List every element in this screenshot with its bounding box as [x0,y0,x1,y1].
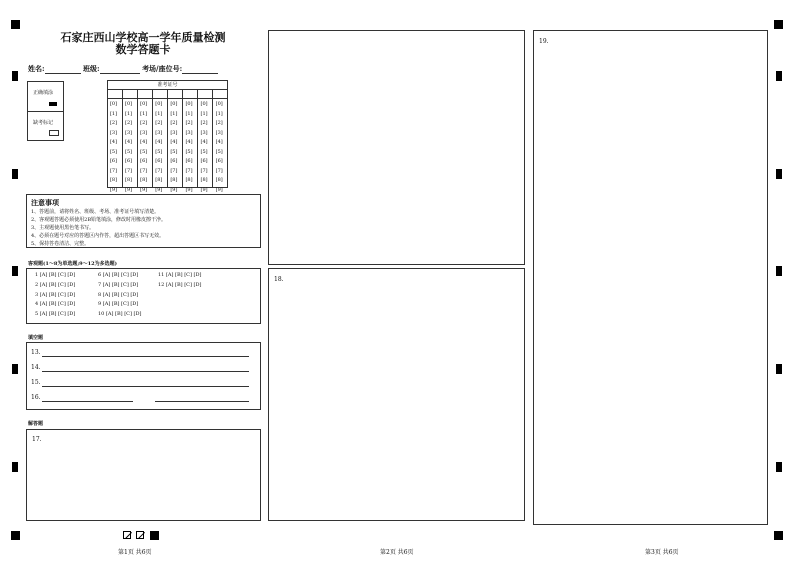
exam-id-bubble[interactable]: [9] [155,186,163,193]
exam-id-bubble[interactable]: [5] [215,148,223,155]
bottom-mark [150,531,159,540]
student-info-line [28,64,218,74]
exam-id-bubble[interactable]: [1] [140,110,148,117]
exam-id-bubble[interactable]: [8] [155,177,163,183]
exam-id-bubble[interactable]: [2] [215,120,223,126]
q14-label: 14. [31,364,41,371]
note-item: 5、保持答卷清洁、完整。 [31,241,90,247]
q19-label: 19. [539,38,549,45]
exam-id-bubble[interactable]: [3] [170,129,178,136]
exam-id-bubble[interactable]: [1] [109,110,118,117]
exam-id-bubble[interactable]: [5] [170,148,178,155]
sheet-title: 数学答题卡 [115,43,171,56]
choice-question[interactable]: 9 [A] [B] [C] [D] [98,301,139,308]
exam-id-bubble[interactable]: [6] [125,158,133,164]
q16-answer-line-b[interactable] [155,401,249,402]
exam-id-bubble[interactable]: [5] [200,148,208,155]
room-field[interactable] [182,73,218,74]
exam-id-bubble[interactable]: [6] [185,158,193,164]
exam-id-bubble[interactable]: [0] [170,101,178,107]
timing-mark [12,364,18,374]
exam-id-bubble[interactable]: [7] [215,167,223,174]
exam-id-bubble[interactable]: [0] [185,101,193,107]
answer-label: 解答题 [28,421,44,427]
q16-answer-line-a[interactable] [42,401,133,402]
exam-id-bubble[interactable]: [7] [170,167,178,174]
exam-id-bubble[interactable]: [3] [125,129,133,136]
exam-id-bubble[interactable]: [2] [125,120,133,126]
exam-id-bubble[interactable]: [2] [185,120,193,126]
choice-question[interactable]: 1 [A] [B] [C] [D] [35,272,76,278]
exam-id-bubble[interactable]: [4] [140,139,148,145]
exam-id-bubble[interactable]: [7] [125,167,133,174]
exam-id-bubble[interactable]: [9] [185,186,193,193]
exam-id-bubble[interactable]: [9] [170,186,178,193]
exam-id-bubble[interactable]: [1] [215,110,223,117]
q16-label: 16. [31,394,41,401]
check-mark-icon [123,531,131,539]
absent-label: 缺考标记 [33,120,54,126]
exam-id-column [168,100,179,195]
fill-in-box [26,342,261,410]
choice-question[interactable]: 7 [A] [B] [C] [D] [98,281,139,288]
page3-footer: 第3页 共6页 [645,549,679,556]
exam-id-bubble[interactable]: [3] [109,129,118,136]
note-item: 4、必须在题号对应的答题区内作答，超出答题区书写无效。 [31,233,165,239]
exam-id-bubble[interactable]: [8] [200,177,208,183]
fill-sample-box [27,81,64,141]
exam-id-bubble[interactable]: [3] [200,129,208,136]
exam-id-bubble[interactable]: [9] [125,186,133,193]
timing-mark [12,266,18,276]
exam-id-column [108,100,119,195]
exam-id-bubble[interactable]: [4] [170,139,178,145]
exam-id-bubble[interactable]: [7] [155,167,163,174]
exam-id-bubble[interactable]: [6] [170,158,178,164]
timing-mark [776,71,782,81]
name-label: 姓名: [28,64,45,73]
exam-id-bubble[interactable]: [8] [125,177,133,183]
timing-mark [776,462,782,472]
q18-answer-box[interactable] [268,268,525,521]
notes-box [26,194,261,248]
page2-upper-box[interactable] [268,30,525,265]
exam-id-bubble[interactable]: [9] [215,186,223,193]
exam-id-bubble[interactable]: [5] [109,148,118,155]
choice-question[interactable]: 4 [A] [B] [C] [D] [35,301,76,308]
exam-id-bubble[interactable]: [3] [155,129,163,136]
class-label: 班级: [83,64,100,73]
choice-question[interactable]: 11 [A] [B] [C] [D] [158,272,202,278]
exam-id-bubble[interactable]: [5] [140,148,148,155]
exam-id-bubble[interactable]: [0] [140,101,148,107]
room-label: 考场/座位号: [142,64,183,73]
exam-id-bubble[interactable]: [2] [155,120,163,126]
exam-id-bubble[interactable]: [7] [109,167,118,174]
exam-id-bubble[interactable]: [5] [155,148,163,155]
exam-id-bubble[interactable]: [1] [170,110,178,117]
class-field[interactable] [100,73,140,74]
exam-id-bubble[interactable]: [4] [155,139,163,145]
q13-label: 13. [31,349,41,356]
exam-id-bubble[interactable]: [4] [125,139,133,145]
page2-footer: 第2页 共6页 [380,549,414,556]
corner-mark-bottom-left [11,531,20,540]
timing-mark [12,169,18,179]
exam-id-column [184,100,195,195]
exam-id-bubble[interactable]: [8] [215,177,223,183]
timing-mark [12,71,18,81]
q18-label: 18. [274,276,284,283]
choice-question[interactable]: 8 [A] [B] [C] [D] [98,291,139,298]
correct-fill-label: 正确填涂 [33,90,54,96]
exam-id-bubble[interactable]: [9] [200,186,208,193]
exam-id-bubble[interactable]: [1] [155,110,163,117]
exam-id-bubble[interactable]: [9] [109,186,118,193]
timing-mark [776,169,782,179]
exam-id-bubble[interactable]: [3] [215,129,223,136]
q15-label: 15. [31,379,41,386]
page1-footer: 第1页 共6页 [118,549,152,556]
exam-id-bubble[interactable]: [0] [200,101,208,107]
exam-id-bubble[interactable]: [2] [200,120,208,126]
exam-id-bubble[interactable]: [0] [215,101,223,107]
exam-id-bubble[interactable]: [7] [140,167,148,174]
exam-id-bubble[interactable]: [4] [215,139,223,145]
exam-id-bubble[interactable]: [4] [185,139,193,145]
exam-id-bubble[interactable]: [6] [109,158,118,164]
choice-question[interactable]: 3 [A] [B] [C] [D] [35,291,76,298]
exam-id-bubble[interactable]: [4] [200,139,208,145]
name-field[interactable] [45,73,81,74]
exam-id-bubble[interactable]: [3] [140,129,148,136]
q14-answer-line[interactable] [42,371,249,372]
timing-mark [776,364,782,374]
q13-answer-line[interactable] [42,356,249,357]
exam-id-bubble[interactable]: [6] [215,158,223,164]
choice-question[interactable]: 6 [A] [B] [C] [D] [98,272,139,278]
exam-id-bubble[interactable]: [8] [140,177,148,183]
exam-id-bubble[interactable]: [0] [125,101,133,107]
timing-mark [776,266,782,276]
q15-answer-line[interactable] [42,386,249,387]
exam-id-bubble[interactable]: [6] [140,158,148,164]
corner-mark-top-right [774,20,783,29]
choice-question[interactable]: 2 [A] [B] [C] [D] [35,281,76,288]
exam-id-bubble[interactable]: [6] [155,158,163,164]
exam-id-column [123,100,134,195]
exam-id-bubble[interactable]: [7] [200,167,208,174]
exam-id-bubble[interactable]: [9] [140,186,148,193]
exam-id-bubble[interactable]: [0] [155,101,163,107]
corner-mark-top-left [11,20,20,29]
exam-id-bubble[interactable]: [8] [185,177,193,183]
absent-checkbox[interactable] [49,130,59,136]
exam-id-bubble[interactable]: [4] [109,139,118,145]
exam-id-bubble[interactable]: [8] [109,177,118,183]
exam-id-bubble[interactable]: [3] [185,129,193,136]
exam-id-bubble[interactable]: [2] [170,120,178,126]
exam-id-column [153,100,164,195]
exam-id-column [214,100,225,195]
exam-id-bubble[interactable]: [8] [170,177,178,183]
notes-title: 注意事项 [31,198,59,207]
exam-id-bubble[interactable]: [7] [185,167,193,174]
timing-mark [12,462,18,472]
note-item: 1、答题前，请将姓名、班级、考场、准考证号填写清楚。 [31,209,160,215]
exam-id-bubble[interactable]: [5] [185,148,193,155]
choice-question[interactable]: 12 [A] [B] [C] [D] [158,281,202,288]
q19-answer-box[interactable] [533,30,768,525]
corner-mark-bottom-right [774,531,783,540]
note-item: 2、客观题答题必须使用2B铅笔填涂，修改时用橡皮擦干净。 [31,217,167,223]
choice-question[interactable]: 5 [A] [B] [C] [D] [35,311,76,318]
filled-bubble-sample [49,102,57,106]
check-mark-icon [136,531,144,539]
exam-id-bubble[interactable]: [1] [185,110,193,117]
fill-in-label: 填空题 [28,335,44,341]
exam-id-bubble[interactable]: [0] [109,101,118,107]
exam-id-bubble[interactable]: [5] [125,148,133,155]
exam-id-bubble[interactable]: [6] [200,158,208,164]
choice-question[interactable]: 10 [A] [B] [C] [D] [98,311,142,318]
note-item: 3、主观题使用黑色笔书写。 [31,225,95,231]
q17-answer-box[interactable] [26,429,261,521]
exam-id-column [199,100,210,195]
exam-id-caption: 准考证号 [108,81,227,90]
divider [28,111,63,112]
exam-id-bubble[interactable]: [2] [140,120,148,126]
exam-id-column [138,100,149,195]
exam-id-bubble[interactable]: [1] [200,110,208,117]
notes-list [31,208,256,248]
q17-label: 17. [32,436,42,443]
exam-id-bubble[interactable]: [2] [109,120,118,126]
objective-label: 客观题(1～8为单选题;9～12为多选题) [28,261,117,267]
school-title: 石家庄西山学校高一学年质量检测 [60,31,226,44]
exam-id-bubble[interactable]: [1] [125,110,133,117]
